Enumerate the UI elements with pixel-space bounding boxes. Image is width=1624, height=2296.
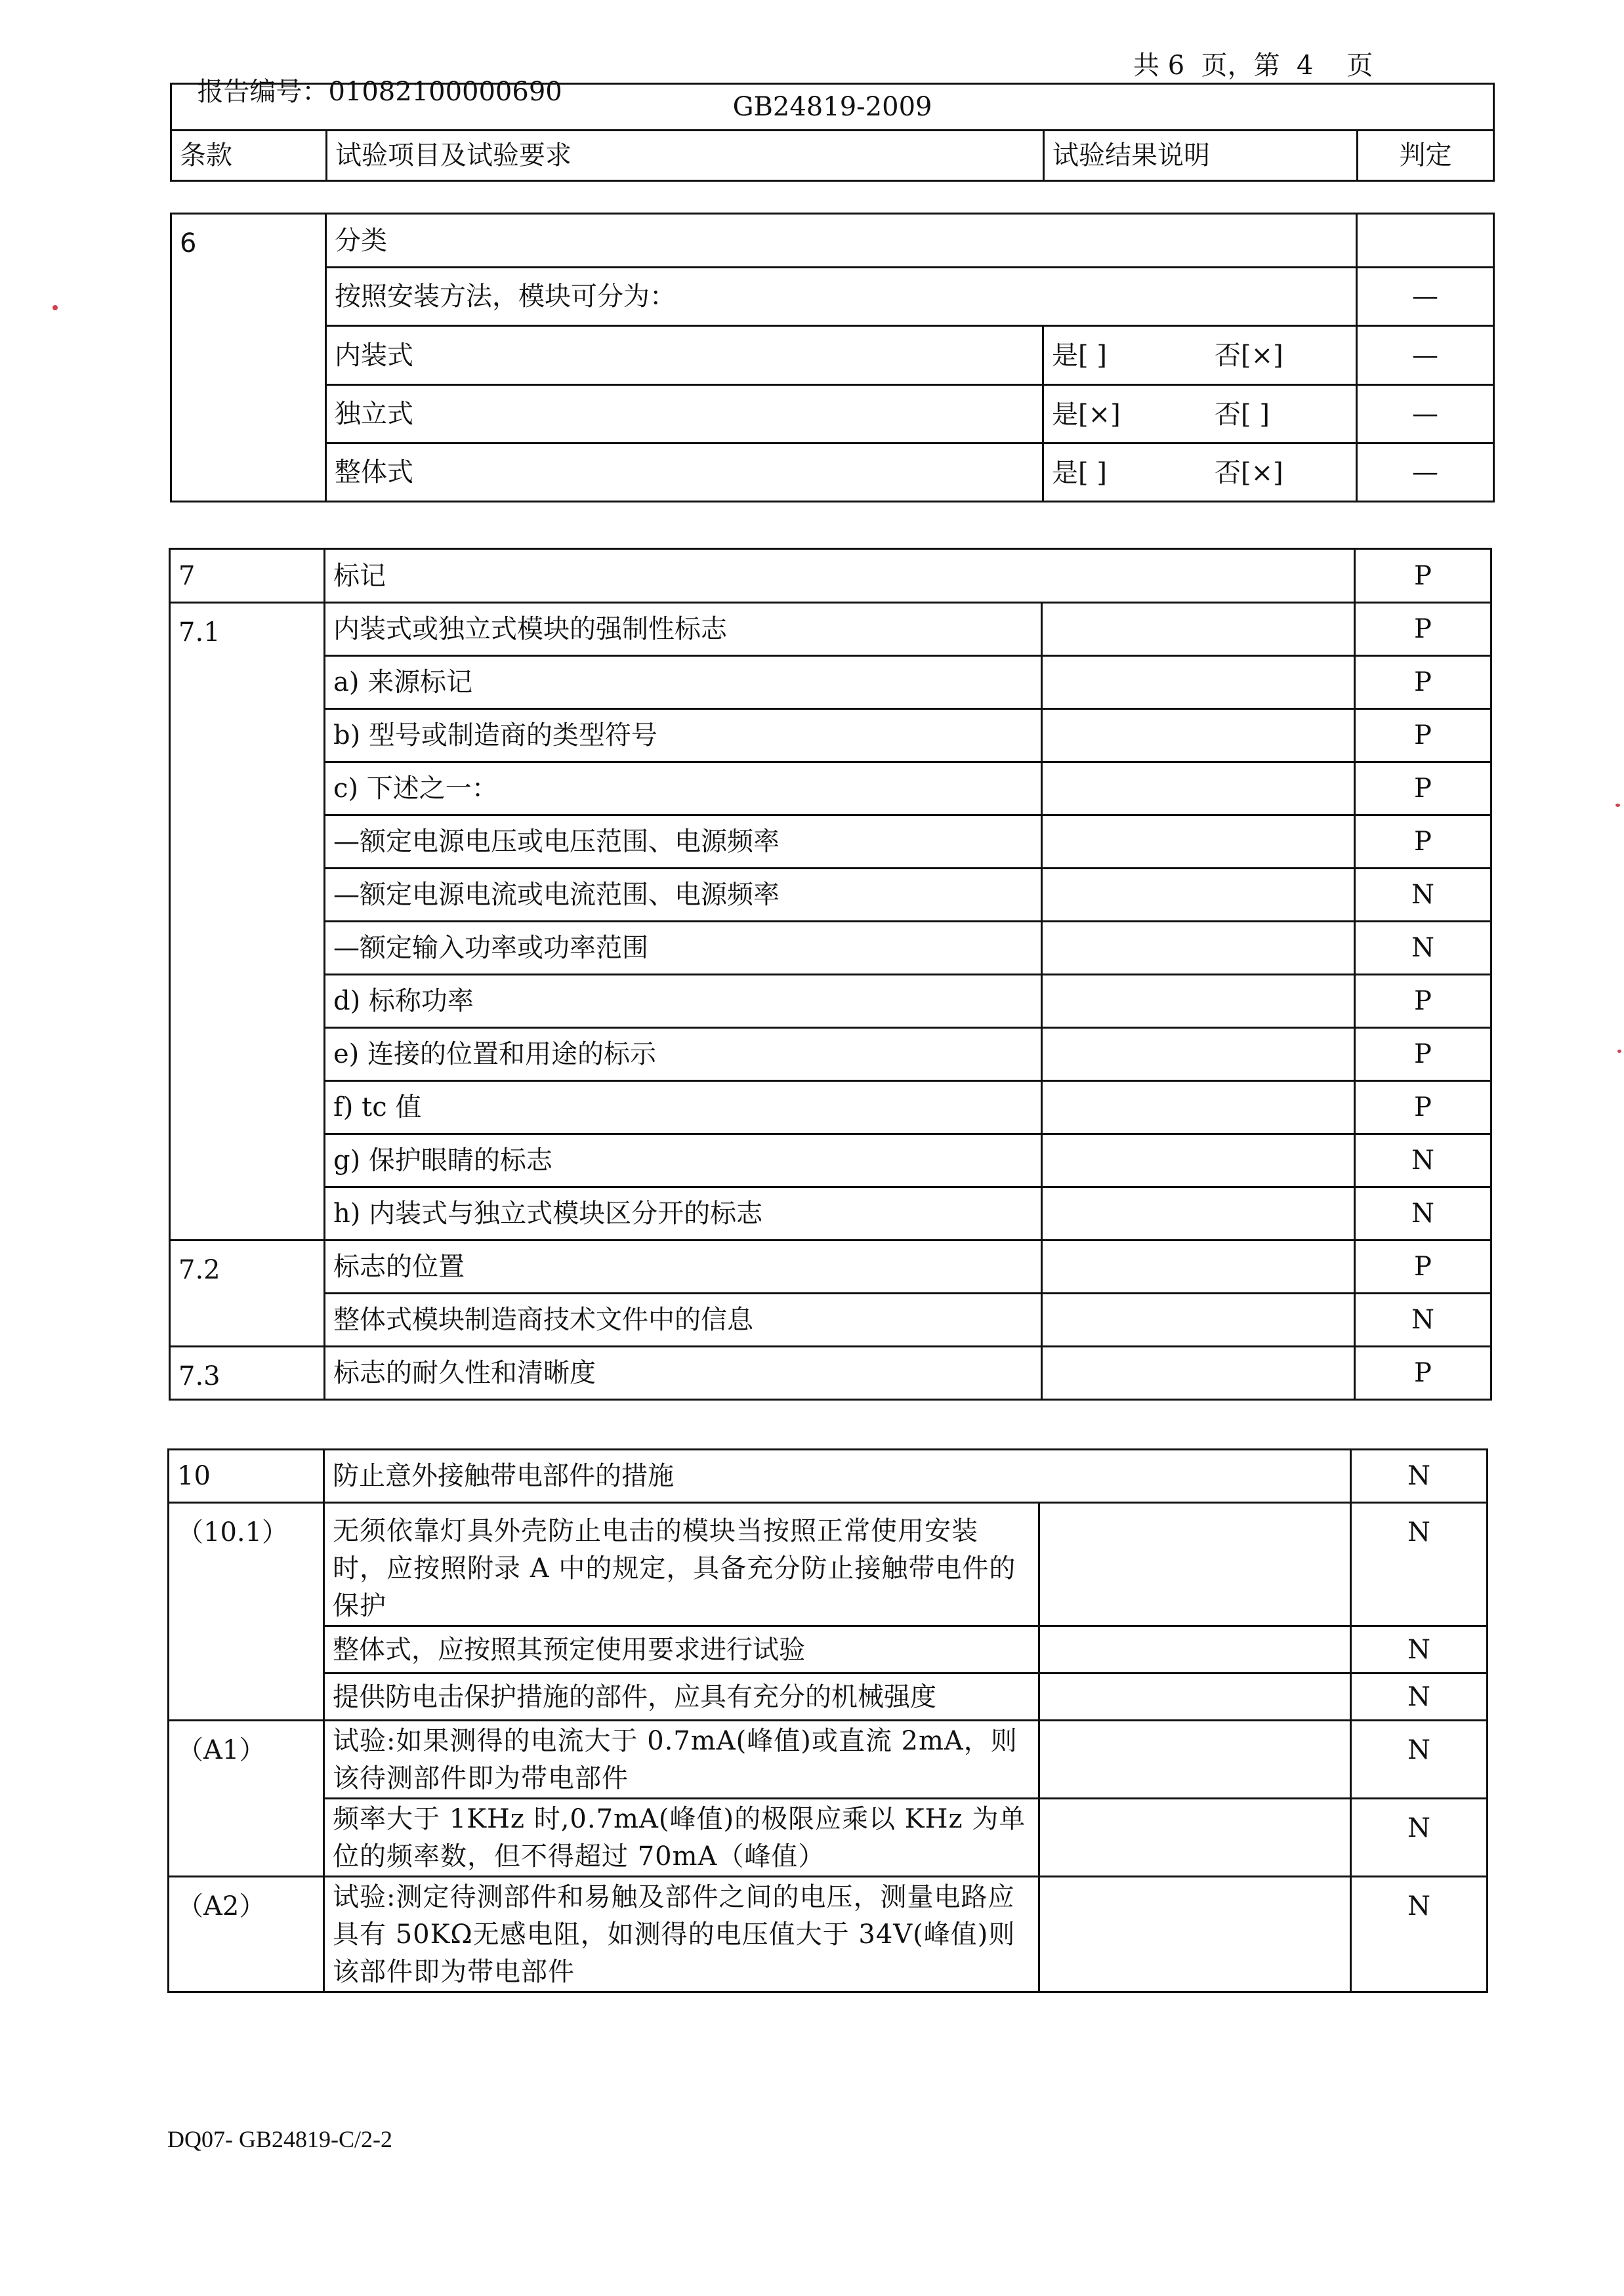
clause-number: 7 [170, 549, 325, 603]
result-cell [1039, 1503, 1351, 1626]
item-text: —额定电源电流或电流范围、电源频率 [325, 869, 1042, 922]
verdict-cell: P [1355, 1081, 1491, 1134]
verdict-cell: — [1357, 326, 1494, 385]
item-text: 整体式模块制造商技术文件中的信息 [325, 1294, 1042, 1347]
item-text: e) 连接的位置和用途的标示 [325, 1028, 1042, 1081]
result-cell [1042, 1134, 1355, 1187]
result-cell [1042, 1347, 1355, 1400]
scan-speck [1615, 804, 1620, 807]
item-text: c) 下述之一： [325, 762, 1042, 815]
verdict-cell: P [1355, 1240, 1491, 1294]
result-cell [1042, 709, 1355, 762]
verdict-cell: N [1355, 1187, 1491, 1240]
verdict-cell: N [1355, 869, 1491, 922]
result-cell [1042, 1028, 1355, 1081]
item-text: —额定输入功率或功率范围 [325, 922, 1042, 975]
form-code: DQ07- GB24819-C/2-2 [167, 2126, 392, 2152]
verdict-cell: N [1351, 1877, 1488, 1992]
item-text: 频率大于 1KHz 时,0.7mA(峰值)的极限应乘以 KHz 为单位的频率数，但不得超过 70mA（峰值） [324, 1799, 1039, 1877]
section-title: 防止意外接触带电部件的措施 [324, 1450, 1351, 1503]
verdict-cell [1357, 214, 1494, 268]
item-text: g) 保护眼睛的标志 [325, 1134, 1042, 1187]
yes-checkbox[interactable]: 是[×] [1052, 400, 1121, 430]
result-cell [1039, 1721, 1351, 1799]
item-text: 整体式，应按照其预定使用要求进行试验 [324, 1626, 1039, 1673]
result-cell [1039, 1673, 1351, 1721]
result-cell [1042, 922, 1355, 975]
item-text: 提供防电击保护措施的部件，应具有充分的机械强度 [324, 1673, 1039, 1721]
item-text: 整体式 [326, 443, 1043, 502]
item-text: 按照安装方法，模块可分为： [326, 268, 1357, 326]
report-number-value: 01082100000690 [328, 77, 562, 107]
column-header-item: 试验项目及试验要求 [327, 131, 1044, 181]
result-cell [1042, 1081, 1355, 1134]
item-text: 试验:测定待测部件和易触及部件之间的电压，测量电路应具有 50KΩ无感电阻，如测得的电压值大于 34V(峰值)则该部件即为带电部件 [324, 1877, 1039, 1992]
result-cell [1042, 975, 1355, 1028]
verdict-cell: N [1355, 1134, 1491, 1187]
verdict-cell: P [1355, 975, 1491, 1028]
scan-speck [52, 305, 58, 310]
verdict-cell: N [1351, 1721, 1488, 1799]
item-text: —额定电源电压或电压范围、电源频率 [325, 815, 1042, 869]
standard-title: GB24819-2009 [171, 84, 1494, 131]
section-6-table [170, 213, 1495, 502]
yes-checkbox[interactable]: 是[ ] [1052, 458, 1107, 488]
verdict-cell: P [1355, 549, 1491, 603]
item-text: d) 标称功率 [325, 975, 1042, 1028]
item-text: 试验:如果测得的电流大于 0.7mA(峰值)或直流 2mA，则该待测部件即为带电部件 [324, 1721, 1039, 1799]
verdict-cell: P [1355, 815, 1491, 869]
section-7-table [169, 548, 1492, 1401]
yes-checkbox[interactable]: 是[ ] [1052, 340, 1107, 371]
item-text: b) 型号或制造商的类型符号 [325, 709, 1042, 762]
verdict-cell: N [1351, 1673, 1488, 1721]
column-header-result: 试验结果说明 [1044, 131, 1358, 181]
item-text: 无须依靠灯具外壳防止电击的模块当按照正常使用安装时，应按照附录 A 中的规定，具备充分防止接触带电件的保护 [324, 1503, 1039, 1626]
scan-speck [1617, 1050, 1621, 1053]
verdict-cell: N [1351, 1503, 1488, 1626]
result-cell [1042, 603, 1355, 656]
clause-number: （A1） [169, 1721, 324, 1877]
page-info: 共 6 页，第 4 页 [1133, 51, 1373, 81]
result-cell [1042, 869, 1355, 922]
result-cell [1043, 385, 1357, 443]
verdict-cell: P [1355, 1347, 1491, 1400]
no-checkbox[interactable]: 否[ ] [1215, 400, 1270, 430]
verdict-cell: N [1351, 1626, 1488, 1673]
item-text: f) tc 值 [325, 1081, 1042, 1134]
item-text: 标志的位置 [325, 1240, 1042, 1294]
result-cell [1042, 762, 1355, 815]
section-title: 标记 [325, 549, 1355, 603]
result-cell [1039, 1877, 1351, 1992]
item-text: 独立式 [326, 385, 1043, 443]
verdict-cell: — [1357, 385, 1494, 443]
result-cell [1043, 326, 1357, 385]
clause-number: 7.1 [170, 603, 325, 1240]
verdict-cell: — [1357, 443, 1494, 502]
item-text: 标志的耐久性和清晰度 [325, 1347, 1042, 1400]
clause-number: 7.2 [170, 1240, 325, 1347]
clause-number: 6 [171, 214, 326, 502]
section-title: 分类 [326, 214, 1357, 268]
result-cell [1042, 1240, 1355, 1294]
clause-number: 7.3 [170, 1347, 325, 1400]
verdict-cell: P [1355, 762, 1491, 815]
verdict-cell: N [1351, 1799, 1488, 1877]
result-cell [1042, 656, 1355, 709]
section-10-table [167, 1448, 1488, 1993]
verdict-cell: P [1355, 603, 1491, 656]
verdict-cell: P [1355, 1028, 1491, 1081]
clause-number: （A2） [169, 1877, 324, 1992]
verdict-cell: P [1355, 656, 1491, 709]
verdict-cell: N [1351, 1450, 1488, 1503]
result-cell [1043, 443, 1357, 502]
column-header-verdict: 判定 [1358, 131, 1494, 181]
result-cell [1042, 1187, 1355, 1240]
verdict-cell: N [1355, 922, 1491, 975]
item-text: 内装式 [326, 326, 1043, 385]
header-table [170, 83, 1495, 182]
verdict-cell: — [1357, 268, 1494, 326]
no-checkbox[interactable]: 否[×] [1215, 340, 1283, 371]
result-cell [1039, 1626, 1351, 1673]
column-header-clause: 条款 [171, 131, 327, 181]
report-number-label: 报告编号： [197, 77, 329, 107]
result-cell [1042, 1294, 1355, 1347]
clause-number: 10 [169, 1450, 324, 1503]
no-checkbox[interactable]: 否[×] [1215, 458, 1283, 488]
clause-number: （10.1） [169, 1503, 324, 1721]
result-cell [1042, 815, 1355, 869]
item-text: a) 来源标记 [325, 656, 1042, 709]
verdict-cell: P [1355, 709, 1491, 762]
verdict-cell: N [1355, 1294, 1491, 1347]
result-cell [1039, 1799, 1351, 1877]
item-text: 内装式或独立式模块的强制性标志 [325, 603, 1042, 656]
item-text: h) 内装式与独立式模块区分开的标志 [325, 1187, 1042, 1240]
